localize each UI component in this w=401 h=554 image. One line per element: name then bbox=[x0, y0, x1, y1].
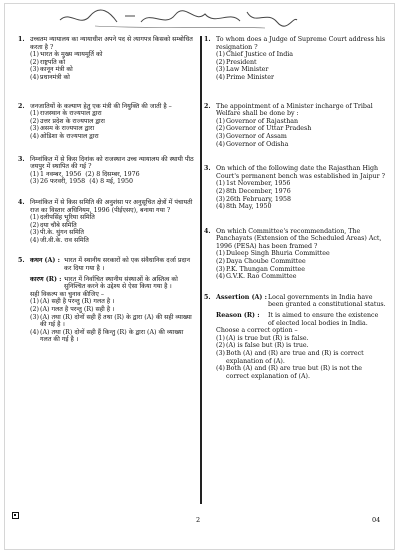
option-3: (3) P.K. Thungan Committee bbox=[216, 265, 305, 273]
english-question-4 bbox=[204, 227, 386, 281]
option-3: (3) Law Minister bbox=[216, 66, 269, 74]
page-number: 2 bbox=[196, 516, 201, 524]
option-1: (1) दलीपसिंह भूरिया समिति bbox=[30, 214, 95, 222]
option-4: (4) (A) तथा (R) दोनों सही हैं किन्तु (R) के द्वारा (A) की व्याख्या गलत की गई है । bbox=[30, 328, 184, 344]
hindi-question-3 bbox=[18, 155, 196, 186]
hindi-question-1 bbox=[18, 36, 196, 82]
question-text: On which Committee's recommendation, The Panchayats (Extension of the Scheduled Areas) Act, 1996 (PESA) has been framed ? bbox=[216, 227, 382, 250]
option-4: (4) G.V.K. Rao Committee bbox=[216, 273, 297, 281]
question-text: The appointment of a Minister incharge of Tribal Welfare shall be done by : bbox=[216, 102, 373, 118]
option-1: (1) Duleep Singh Bhuria Committee bbox=[216, 250, 330, 258]
option-4: (4) 8th May, 1950 bbox=[216, 203, 272, 211]
option-2: (2) (A) is false but (R) is true. bbox=[216, 342, 309, 350]
question-text: जनजातियों के कल्याण हेतु एक मंत्री की नियुक्ति की जाती है – bbox=[30, 102, 172, 110]
assertion: कथन (A) : भारत में स्थानीय सरकारों को एक संवैधानिक दर्जा प्रदान कर दिया गया है । bbox=[30, 257, 190, 273]
hindi-question-4 bbox=[18, 198, 196, 245]
option-3: (3) Governor of Assam bbox=[216, 132, 287, 140]
option-2: (2) (A) गलत है परन्तु (R) सही है । bbox=[30, 306, 115, 314]
english-question-1 bbox=[204, 36, 386, 82]
question-number: 5. bbox=[18, 257, 25, 265]
option-2: (2) 8th December, 1976 bbox=[216, 187, 291, 195]
option-4: (4) प्रधानमंत्री को bbox=[30, 73, 70, 81]
option-3: (3) Both (A) and (R) are true and (R) is correct explanation of (A). bbox=[216, 350, 364, 365]
question-number: 4. bbox=[204, 227, 211, 235]
option-1: (1) भारत के मुख्य न्यायमूर्ति को bbox=[30, 51, 103, 59]
hindi-column bbox=[18, 36, 196, 351]
hindi-question-2 bbox=[18, 102, 196, 141]
option-3: (3) (A) तथा (R) दोनों सही हैं तथा (R) के द्वारा (A) की सही व्याख्या की गई है । bbox=[30, 313, 192, 329]
handwritten-header-scribble bbox=[55, 6, 300, 30]
question-text: उच्चतम न्यायालय का न्यायाधीश अपने पद से त्यागपत्र किसको सम्बोधित करता है ? bbox=[30, 36, 193, 51]
option-3: (3) असम के राज्यपाल द्वारा bbox=[30, 125, 95, 133]
question-text: निम्नांकित में से किस दिनांक को राजस्थान उच्च न्यायालय की स्थायी पीठ जयपुर में स्थापित की गई ? bbox=[30, 155, 194, 171]
options-row-2: (3) 26 फरवरी, 1958 (4) 8 मई, 1950 bbox=[30, 178, 134, 186]
options-row-1: (1) 1 नवम्बर, 1956 (2) 8 दिसम्बर, 1976 bbox=[30, 170, 140, 178]
booklet-code: 04 bbox=[372, 516, 381, 524]
option-3: (3) कानून मंत्री को bbox=[30, 66, 73, 74]
english-question-5 bbox=[204, 293, 386, 381]
option-2: (2) Daya Choube Committee bbox=[216, 258, 306, 266]
english-question-3 bbox=[204, 165, 386, 211]
question-number: 3. bbox=[18, 155, 25, 163]
option-3: (3) 26th February, 1958 bbox=[216, 195, 291, 203]
choose-prompt: Choose a correct option – bbox=[216, 327, 298, 335]
option-1: (1) राजस्थान के राज्यपाल द्वारा bbox=[30, 110, 102, 118]
option-1: (1) Governor of Rajasthan bbox=[216, 117, 299, 125]
option-2: (2) Governor of Uttar Pradesh bbox=[216, 125, 312, 133]
option-1: (1) Chief Justice of India bbox=[216, 51, 294, 59]
option-1: (1) (A) is true but (R) is false. bbox=[216, 334, 309, 342]
assertion: Assertion (A) : Local governments in India have been granted a constitutional status. bbox=[216, 293, 386, 309]
option-4: (4) Both (A) and (R) are true but (R) is not the correct explanation of (A). bbox=[216, 365, 362, 380]
english-question-2 bbox=[204, 102, 386, 149]
question-number: 1. bbox=[18, 36, 25, 43]
question-number: 2. bbox=[204, 102, 211, 110]
reason: Reason (R) : It is aimed to ensure the existence of elected local bodies in India. bbox=[216, 312, 379, 327]
question-number: 5. bbox=[204, 293, 211, 301]
option-4: (4) Governor of Odisha bbox=[216, 140, 289, 148]
option-1: (1) 1st November, 1956 bbox=[216, 180, 291, 188]
option-2: (2) दया चौबे समिति bbox=[30, 221, 77, 229]
registration-mark-icon bbox=[12, 512, 19, 519]
question-number: 4. bbox=[18, 198, 25, 206]
option-2: (2) President bbox=[216, 58, 257, 66]
question-text: निम्नांकित में से किस समिति की अनुशंसा पर अनुसूचित क्षेत्रों में पंचायती राज का विस्तार अधिनियम, 1996 (पीईएसए), बनाया गया ? bbox=[30, 198, 193, 214]
option-4: (4) ओडिशा के राज्यपाल द्वारा bbox=[30, 132, 99, 140]
question-number: 2. bbox=[18, 102, 25, 110]
question-text: On which of the following date the Rajasthan High Court's permanent bench was established in Jaipur ? bbox=[216, 165, 385, 180]
option-4: (4) Prime Minister bbox=[216, 73, 274, 81]
question-number: 3. bbox=[204, 165, 211, 173]
option-2: (2) राष्ट्रपति को bbox=[30, 58, 66, 66]
option-2: (2) उत्तर प्रदेश के राज्यपाल द्वारा bbox=[30, 117, 105, 125]
question-number: 1. bbox=[204, 36, 211, 43]
reason: कारण (R) : भारत में निर्वाचित स्थानीय संस्थाओं के अस्तित्व को सुनिश्चित करने के उद्देश्य से ऐसा किया गया है । bbox=[30, 275, 178, 291]
question-text: To whom does a Judge of Supreme Court address his resignation ? bbox=[216, 36, 386, 51]
choose-prompt: सही विकल्प का चुनाव कीजिए – bbox=[30, 290, 104, 298]
option-4: (4) जी.वी.के. राव समिति bbox=[30, 236, 89, 244]
column-divider bbox=[200, 36, 202, 504]
english-column bbox=[204, 36, 386, 387]
option-1: (1) (A) सही है परन्तु (R) गलत है । bbox=[30, 298, 115, 306]
hindi-question-5 bbox=[18, 257, 196, 344]
option-3: (3) पी.के. थुंगन समिति bbox=[30, 229, 84, 237]
